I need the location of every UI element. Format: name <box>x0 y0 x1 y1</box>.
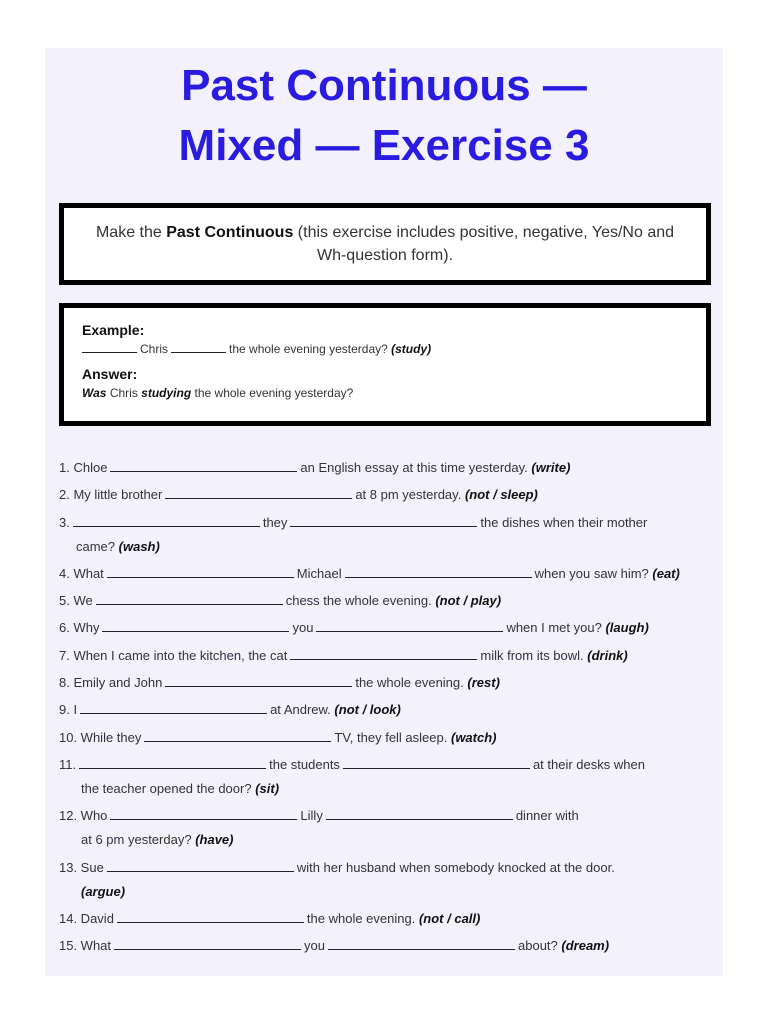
item-text: at 8 pm yesterday. <box>355 487 462 503</box>
item-text: came? <box>76 538 116 554</box>
item-text: an English essay at this time yesterday. <box>300 460 528 475</box>
example-blank-1[interactable] <box>82 341 137 353</box>
title-line-1: Past Continuous — <box>181 61 587 110</box>
item-text: 5. We <box>59 593 93 609</box>
exercise-item-6 <box>59 618 719 638</box>
instruction-box <box>59 203 711 285</box>
example-question-rest: the whole evening yesterday? <box>229 342 388 356</box>
verb-hint: (wash) <box>118 538 160 554</box>
answer-blank[interactable] <box>96 593 283 605</box>
item-text: Michael <box>296 565 342 581</box>
answer-blank[interactable] <box>316 620 503 632</box>
item-text: chess the whole evening. <box>285 593 432 609</box>
item-text: the whole evening. <box>306 910 416 926</box>
answer-blank[interactable] <box>328 938 515 950</box>
item-text: 3. <box>59 514 70 530</box>
item-text: 8. Emily and John <box>59 675 163 691</box>
item-text: the whole evening. <box>355 675 464 691</box>
verb-hint: (not / call) <box>418 910 481 926</box>
answer-blank[interactable] <box>165 675 352 687</box>
item-text: milk from its bowl. <box>480 647 584 663</box>
verb-hint: (drink) <box>587 647 628 663</box>
answer-name: Chris <box>109 386 138 400</box>
example-hint: (study) <box>391 342 432 356</box>
answer-blank[interactable] <box>343 757 530 769</box>
item-text: with her husband when somebody knocked at the door. <box>296 859 615 875</box>
item-text: they <box>262 514 288 530</box>
item-text: you <box>292 620 314 636</box>
item-text: at their desks when <box>532 756 645 772</box>
exercise-item-2 <box>59 485 719 505</box>
exercise-item-13 <box>59 858 719 902</box>
verb-hint: (rest) <box>467 675 500 691</box>
answer-blank[interactable] <box>102 620 289 632</box>
item-text: 11. <box>59 756 77 772</box>
item-text: 13. Sue <box>59 859 104 875</box>
answer-blank[interactable] <box>79 757 266 769</box>
verb-hint: (not / sleep) <box>464 487 538 503</box>
answer-verb: studying <box>141 386 192 400</box>
item-text: when you saw him? <box>534 565 649 581</box>
item-text: the dishes when their mother <box>480 514 648 530</box>
item-text: 12. Who <box>59 808 108 824</box>
answer-blank[interactable] <box>326 808 513 820</box>
answer-blank[interactable] <box>107 566 294 578</box>
item-text: at 6 pm yesterday? <box>81 832 192 848</box>
verb-hint: (laugh) <box>605 620 649 636</box>
answer-blank[interactable] <box>110 808 297 820</box>
verb-hint: (write) <box>531 460 571 475</box>
item-text: 15. What <box>59 938 112 954</box>
item-text: 9. I <box>59 702 78 718</box>
example-answer <box>82 384 688 402</box>
answer-blank[interactable] <box>110 460 297 472</box>
example-question <box>82 340 688 358</box>
answer-rest: the whole evening yesterday? <box>194 386 354 400</box>
answer-heading: Answer: <box>82 366 138 382</box>
exercise-item-11 <box>59 755 719 799</box>
exercise-item-15 <box>59 936 719 956</box>
instruction-before: Make the <box>95 224 167 241</box>
exercise-list <box>59 458 719 963</box>
item-text: the students <box>269 756 340 772</box>
exercise-item-3 <box>59 513 719 557</box>
example-name: Chris <box>140 342 169 356</box>
exercise-item-4 <box>59 564 719 584</box>
verb-hint: (watch) <box>450 729 497 745</box>
verb-hint: (eat) <box>652 565 680 581</box>
exercise-item-14 <box>59 909 719 929</box>
verb-hint: (sit) <box>255 780 280 796</box>
answer-blank[interactable] <box>290 515 477 527</box>
answer-was: Was <box>82 386 107 400</box>
verb-hint: (have) <box>195 832 234 848</box>
exercise-item-8 <box>59 673 719 693</box>
item-text: 2. My little brother <box>59 487 163 503</box>
verb-hint: (not / play) <box>435 593 502 609</box>
exercise-item-10 <box>59 728 719 748</box>
worksheet <box>45 48 723 976</box>
verb-hint: (dream) <box>561 938 610 954</box>
item-text: dinner with <box>515 808 579 824</box>
item-text: 14. David <box>59 910 114 926</box>
item-text: when I met you? <box>506 620 602 636</box>
answer-blank[interactable] <box>345 566 532 578</box>
page-title <box>45 56 723 176</box>
answer-blank[interactable] <box>73 515 260 527</box>
item-text: Lilly <box>300 808 323 824</box>
item-text: you <box>304 938 325 954</box>
item-text: at Andrew. <box>270 702 331 718</box>
item-text: about? <box>518 938 558 954</box>
example-box <box>59 303 711 426</box>
item-text: 7. When I came into the kitchen, the cat <box>59 647 288 663</box>
exercise-item-7 <box>59 646 719 666</box>
instruction-text <box>95 221 675 267</box>
exercise-item-12 <box>59 806 719 850</box>
answer-blank[interactable] <box>80 702 267 714</box>
exercise-item-1 <box>59 458 719 478</box>
answer-blank[interactable] <box>107 860 294 872</box>
item-text: 4. What <box>59 565 104 581</box>
verb-hint: (argue) <box>81 883 126 899</box>
answer-blank[interactable] <box>144 730 331 742</box>
answer-blank[interactable] <box>290 648 477 660</box>
example-blank-2[interactable] <box>171 341 226 353</box>
instruction-after: (this exercise includes positive, negative, Yes/No and Wh-question form). <box>293 224 675 264</box>
example-heading: Example: <box>82 322 145 338</box>
item-text: 6. Why <box>59 620 100 636</box>
answer-blank[interactable] <box>117 911 304 923</box>
item-text: TV, they fell asleep. <box>334 729 448 745</box>
verb-hint: (not / look) <box>334 702 401 718</box>
item-text: the teacher opened the door? <box>81 780 252 796</box>
answer-blank[interactable] <box>114 938 301 950</box>
exercise-item-5 <box>59 591 719 611</box>
answer-blank[interactable] <box>165 487 352 499</box>
title-line-2: Mixed — Exercise 3 <box>178 121 590 170</box>
item-text: 1. Chloe <box>59 460 108 475</box>
item-text: 10. While they <box>59 729 142 745</box>
instruction-bold: Past Continuous <box>166 224 294 241</box>
exercise-item-9 <box>59 700 719 720</box>
